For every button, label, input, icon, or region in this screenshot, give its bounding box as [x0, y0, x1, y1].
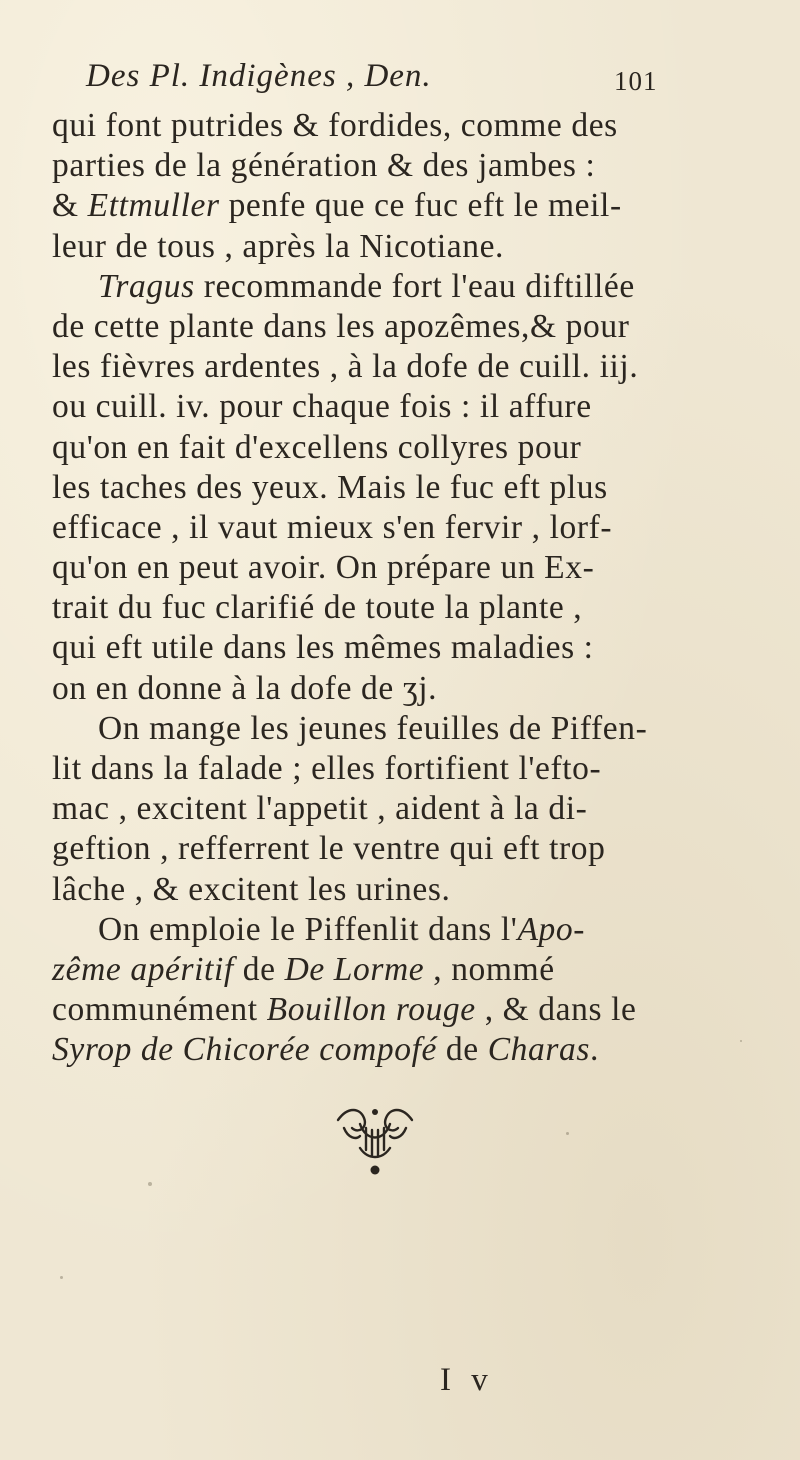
work-title: Syrop de Chicorée compofé: [52, 1031, 437, 1069]
text-line: Syrop de Chicorée compofé de Charas.: [52, 1031, 599, 1069]
text-line: qu'on en fait d'excellens collyres pour: [52, 428, 582, 466]
text-line: communément Bouillon rouge , & dans le: [52, 991, 637, 1029]
text-line: on en donne à la dofe de ʒj.: [52, 669, 438, 707]
text-line: les taches des yeux. Mais le fuc eft plus: [52, 468, 608, 506]
author-name: Tragus: [98, 267, 195, 305]
text-line: ou cuill. iv. pour chaque fois : il affure: [52, 388, 592, 426]
text-line: qui eft utile dans les mêmes maladies :: [52, 629, 594, 667]
text-line: qu'on en peut avoir. On prépare un Ex-: [52, 549, 595, 587]
text-line: & Ettmuller penfe que ce fuc eft le meil-: [52, 187, 622, 225]
text-line: parties de la génération & des jambes :: [52, 147, 596, 185]
text-line: leur de tous , après la Nicotiane.: [52, 227, 505, 265]
work-title: Bouillon rouge: [266, 991, 476, 1029]
text-line: lâche , & excitent les urines.: [52, 870, 451, 908]
author-name: Ettmuller: [87, 187, 220, 225]
paper-speck: [740, 1040, 742, 1042]
text-line: On mange les jeunes feuilles de Piffen-: [98, 709, 648, 747]
page-number: 101: [614, 66, 658, 96]
text-line: geftion , refferrent le ventre qui eft trop: [52, 830, 606, 868]
text-line: Tragus recommande fort l'eau diftillée: [98, 267, 635, 305]
paper-speck: [148, 1182, 152, 1186]
paper-speck: [566, 1132, 569, 1135]
author-name: De Lorme: [284, 950, 425, 988]
work-title: Apo-: [517, 910, 585, 948]
page-header: [86, 58, 776, 108]
work-title: zême apéritif: [52, 950, 234, 988]
text-line: lit dans la falade ; elles fortifient l'efto-: [52, 750, 602, 787]
running-title: Des Pl. Indigènes , Den.: [86, 58, 432, 94]
paper-speck: [60, 1276, 63, 1279]
body-text: [52, 106, 758, 1071]
text-line: On emploie le Piffenlit dans l'Apo-: [98, 910, 585, 948]
text-line: trait du fuc clarifié de toute la plante ,: [52, 589, 583, 627]
text-line: qui font putrides & fordides, comme des: [52, 107, 618, 144]
text-line: de cette plante dans les apozêmes,& pour: [52, 307, 630, 345]
text-line: efficace , il vaut mieux s'en fervir , lorf-: [52, 508, 613, 546]
text-line: les fièvres ardentes , à la dofe de cuill. iij.: [52, 348, 639, 386]
text-line: mac , excitent l'appetit , aident à la di-: [52, 790, 588, 828]
tailpiece-ornament-icon: [330, 1098, 420, 1183]
author-name: Charas: [487, 1031, 591, 1069]
signature-mark: I v: [440, 1362, 494, 1398]
text-line: zême apéritif de De Lorme , nommé: [52, 950, 555, 988]
